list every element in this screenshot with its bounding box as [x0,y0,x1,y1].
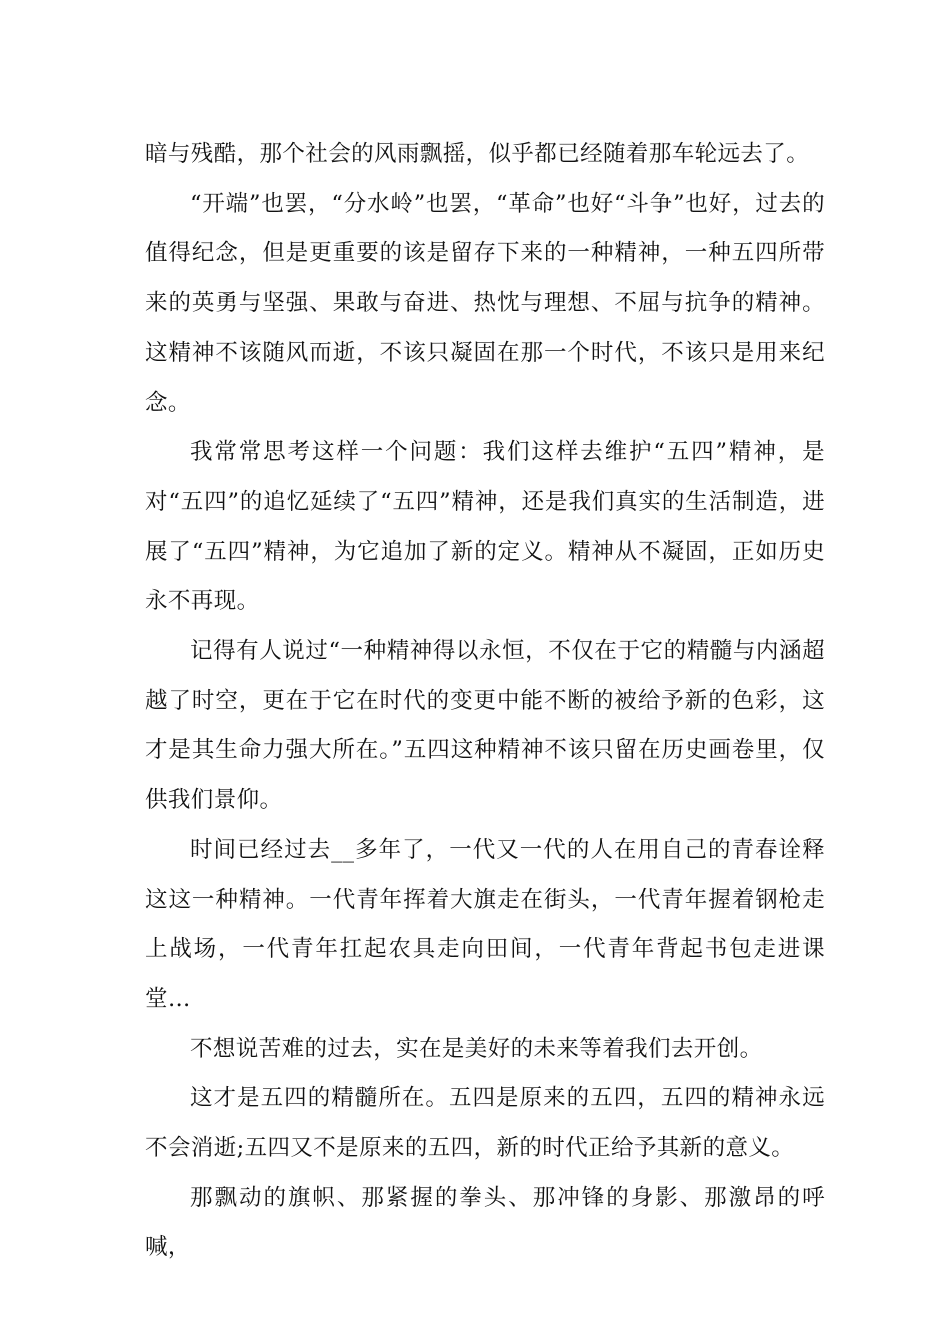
paragraph: 我常常思考这样一个问题：我们这样去维护“五四”精神，是对“五四”的追忆延续了“五四”精神，还是我们真实的生活制造，进展了“五四”精神，为它追加了新的定义。精神从不凝固，正如历史永不再现。 [145,439,825,615]
paragraph: 记得有人说过“一种精神得以永恒，不仅在于它的精髓与内涵超越了时空，更在于它在时代的变更中能不断的被给予新的色彩，这才是其生命力强大所在。”五四这种精神不该只留在历史画卷里，仅供我们景仰。 [145,638,825,814]
paragraph-continuation: 暗与残酷，那个社会的风雨飘摇，似乎都已经随着那车轮远去了。 [145,141,810,167]
article-body [145,130,825,1273]
paragraph: 时间已经过去__多年了，一代又一代的人在用自己的青春诠释这这一种精神。一代青年挥着大旗走在街头，一代青年握着钢枪走上战场，一代青年扛起农具走向田间，一代青年背起书包走进课堂… [145,836,825,1012]
paragraph: 不想说苦难的过去，实在是美好的未来等着我们去开创。 [190,1035,763,1062]
paragraph: 那飘动的旗帜、那紧握的拳头、那冲锋的身影、那激昂的呼喊， [145,1184,825,1261]
paragraph: 这才是五四的精髓所在。五四是原来的五四，五四的精神永远不会消逝;五四又不是原来的五四，新的时代正给予其新的意义。 [145,1085,825,1162]
paragraph: “开端”也罢，“分水岭”也罢，“革命”也好“斗争”也好，过去的值得纪念，但是更重要的该是留存下来的一种精神，一种五四所带来的英勇与坚强、果敢与奋进、热忱与理想、不屈与抗争的精神。这精神不该随风而逝，不该只凝固在那一个时代，不该只是用来纪念。 [145,190,825,416]
